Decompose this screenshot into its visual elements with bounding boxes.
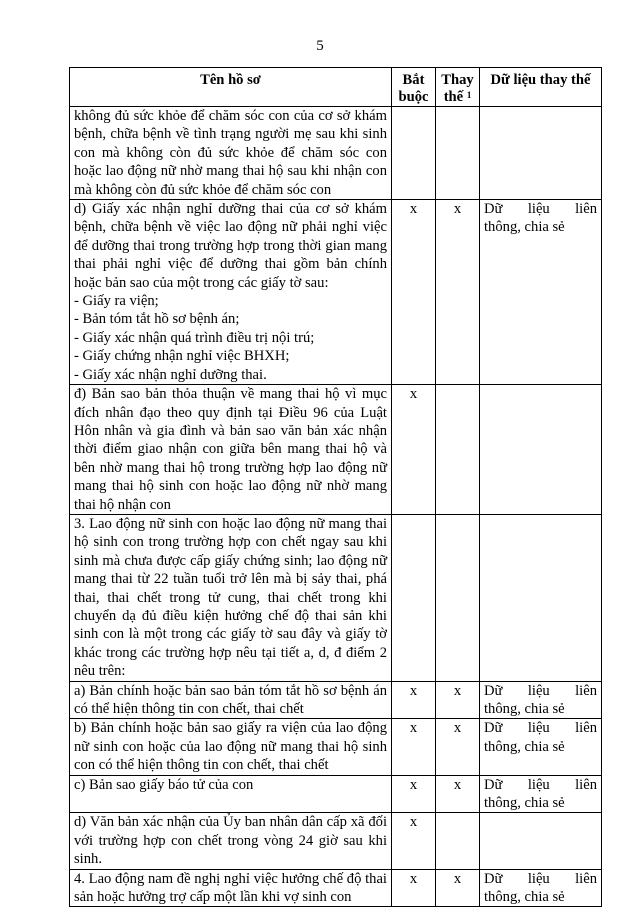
row-replace-mark: x bbox=[436, 719, 480, 775]
row-document-name: 3. Lao động nữ sinh con hoặc lao động nữ mang thai hộ sinh con trong trường hợp con chết ngay sau khi sinh mà chưa được cấp giấy chứng sinh; lao động nữ mang thai từ 22 tuần tuổi trở lên mà bị sảy thai, phá thai, thai chết trong tử cung, thai chết trong khi chuyển dạ đủ điều kiện hưởng chế độ thai sản khi sinh con là một trong các giấy tờ sau đây và giấy tờ khác trong các trường hợp nêu tại tiết a, d, đ điểm 2 nêu trên: bbox=[70, 514, 392, 681]
table-header-row bbox=[70, 68, 602, 107]
document-table bbox=[69, 67, 602, 907]
row-required-mark: x bbox=[392, 385, 436, 515]
row-replace-mark: x bbox=[436, 200, 480, 385]
row-replacement-data: Dữ liệu liên thông, chia sẻ bbox=[480, 200, 602, 385]
row-replacement-data: Dữ liệu liên thông, chia sẻ bbox=[480, 719, 602, 775]
row-document-name: 4. Lao động nam đề nghị nghỉ việc hưởng chế độ thai sản hoặc hưởng trợ cấp một lần khi vợ sinh con bbox=[70, 869, 392, 907]
row-document-name: a) Bản chính hoặc bản sao bản tóm tắt hồ sơ bệnh án có thể hiện thông tin con chết, thai chết bbox=[70, 681, 392, 719]
row-document-name: đ) Bản sao bản thỏa thuận về mang thai hộ vì mục đích nhân đạo theo quy định tại Điều 96 của Luật Hôn nhân và gia đình và bản sao văn bản xác nhận thời điểm giao nhận con giữa bên mang thai hộ và bên nhờ mang thai hộ trong trường hợp lao động nữ mang thai hộ sinh con hoặc lao động nữ nhờ mang thai hộ nhận con bbox=[70, 385, 392, 515]
row-replace-mark bbox=[436, 514, 480, 681]
row-replacement-data bbox=[480, 514, 602, 681]
table-row bbox=[70, 813, 602, 869]
table-row bbox=[70, 775, 602, 813]
row-replacement-data bbox=[480, 385, 602, 515]
row-document-name: d) Văn bản xác nhận của Ủy ban nhân dân cấp xã đối với trường hợp con chết trong vòng 24 giờ sau khi sinh. bbox=[70, 813, 392, 869]
row-replace-mark: x bbox=[436, 869, 480, 907]
row-replace-mark bbox=[436, 385, 480, 515]
table-row bbox=[70, 200, 602, 385]
row-document-item: - Bản tóm tắt hồ sơ bệnh án; bbox=[74, 311, 240, 328]
row-replace-mark bbox=[436, 107, 480, 200]
table-row bbox=[70, 869, 602, 907]
row-required-mark: x bbox=[392, 869, 436, 907]
table-row bbox=[70, 107, 602, 200]
header-required: Bắt buộc bbox=[392, 68, 436, 107]
row-document-name: không đủ sức khỏe để chăm sóc con của cơ sở khám bệnh, chữa bệnh về tình trạng người mẹ sau khi sinh con mà không còn đủ sức khỏe để chăm sóc con hoặc lao động nữ nhờ mang thai hộ sau khi nhận con mà không còn đủ sức khỏe để chăm sóc con bbox=[70, 107, 392, 200]
row-replacement-data: Dữ liệu liên thông, chia sẻ bbox=[480, 681, 602, 719]
row-required-mark bbox=[392, 107, 436, 200]
row-replacement-data: Dữ liệu liên thông, chia sẻ bbox=[480, 775, 602, 813]
table-row bbox=[70, 719, 602, 775]
row-document-name: c) Bản sao giấy báo tử của con bbox=[70, 775, 392, 813]
row-replacement-data bbox=[480, 813, 602, 869]
footnote-marker: 1 bbox=[466, 90, 472, 100]
header-data: Dữ liệu thay thế bbox=[480, 68, 602, 107]
row-document-item: - Giấy xác nhận nghỉ dưỡng thai. bbox=[74, 366, 267, 383]
row-replace-mark: x bbox=[436, 681, 480, 719]
row-required-mark: x bbox=[392, 681, 436, 719]
row-replacement-data bbox=[480, 107, 602, 200]
table-row bbox=[70, 385, 602, 515]
row-document-item: - Giấy xác nhận quá trình điều trị nội trú; bbox=[74, 329, 315, 346]
table-row bbox=[70, 681, 602, 719]
row-replacement-data: Dữ liệu liên thông, chia sẻ bbox=[480, 869, 602, 907]
row-document-item: - Giấy ra viện; bbox=[74, 293, 159, 310]
page-number: 5 bbox=[316, 38, 324, 54]
header-name: Tên hồ sơ bbox=[70, 68, 392, 107]
row-document-name: b) Bản chính hoặc bản sao giấy ra viện của lao động nữ sinh con hoặc của lao động nữ mang thai hộ sinh con có thể hiện thông tin con chết, thai chết bbox=[70, 719, 392, 775]
row-required-mark: x bbox=[392, 200, 436, 385]
row-document-item: - Giấy chứng nhận nghỉ việc BHXH; bbox=[74, 348, 290, 365]
row-required-mark: x bbox=[392, 813, 436, 869]
header-replace: Thay thế $^1$ bbox=[436, 68, 480, 107]
row-required-mark: x bbox=[392, 775, 436, 813]
row-replace-mark bbox=[436, 813, 480, 869]
row-document-name: d) Giấy xác nhận nghỉ dưỡng thai của cơ sở khám bệnh, chữa bệnh về việc lao động nữ phải nghỉ việc để dưỡng thai trong trường hợp trong thời gian mang thai phải nghỉ việc để dưỡng thai gồm bản chính hoặc bản sao của một trong các giấy tờ sau: - Giấy ra viện; - Bản tóm tắt hồ sơ bệnh án; - Giấy xác nhận quá trình điều trị nội trú; - Giấy chứng nhận nghỉ việc BHXH; - Giấy xác nhận nghỉ dưỡng thai. bbox=[70, 200, 392, 385]
row-replace-mark: x bbox=[436, 775, 480, 813]
table-row bbox=[70, 514, 602, 681]
row-required-mark bbox=[392, 514, 436, 681]
row-required-mark: x bbox=[392, 719, 436, 775]
